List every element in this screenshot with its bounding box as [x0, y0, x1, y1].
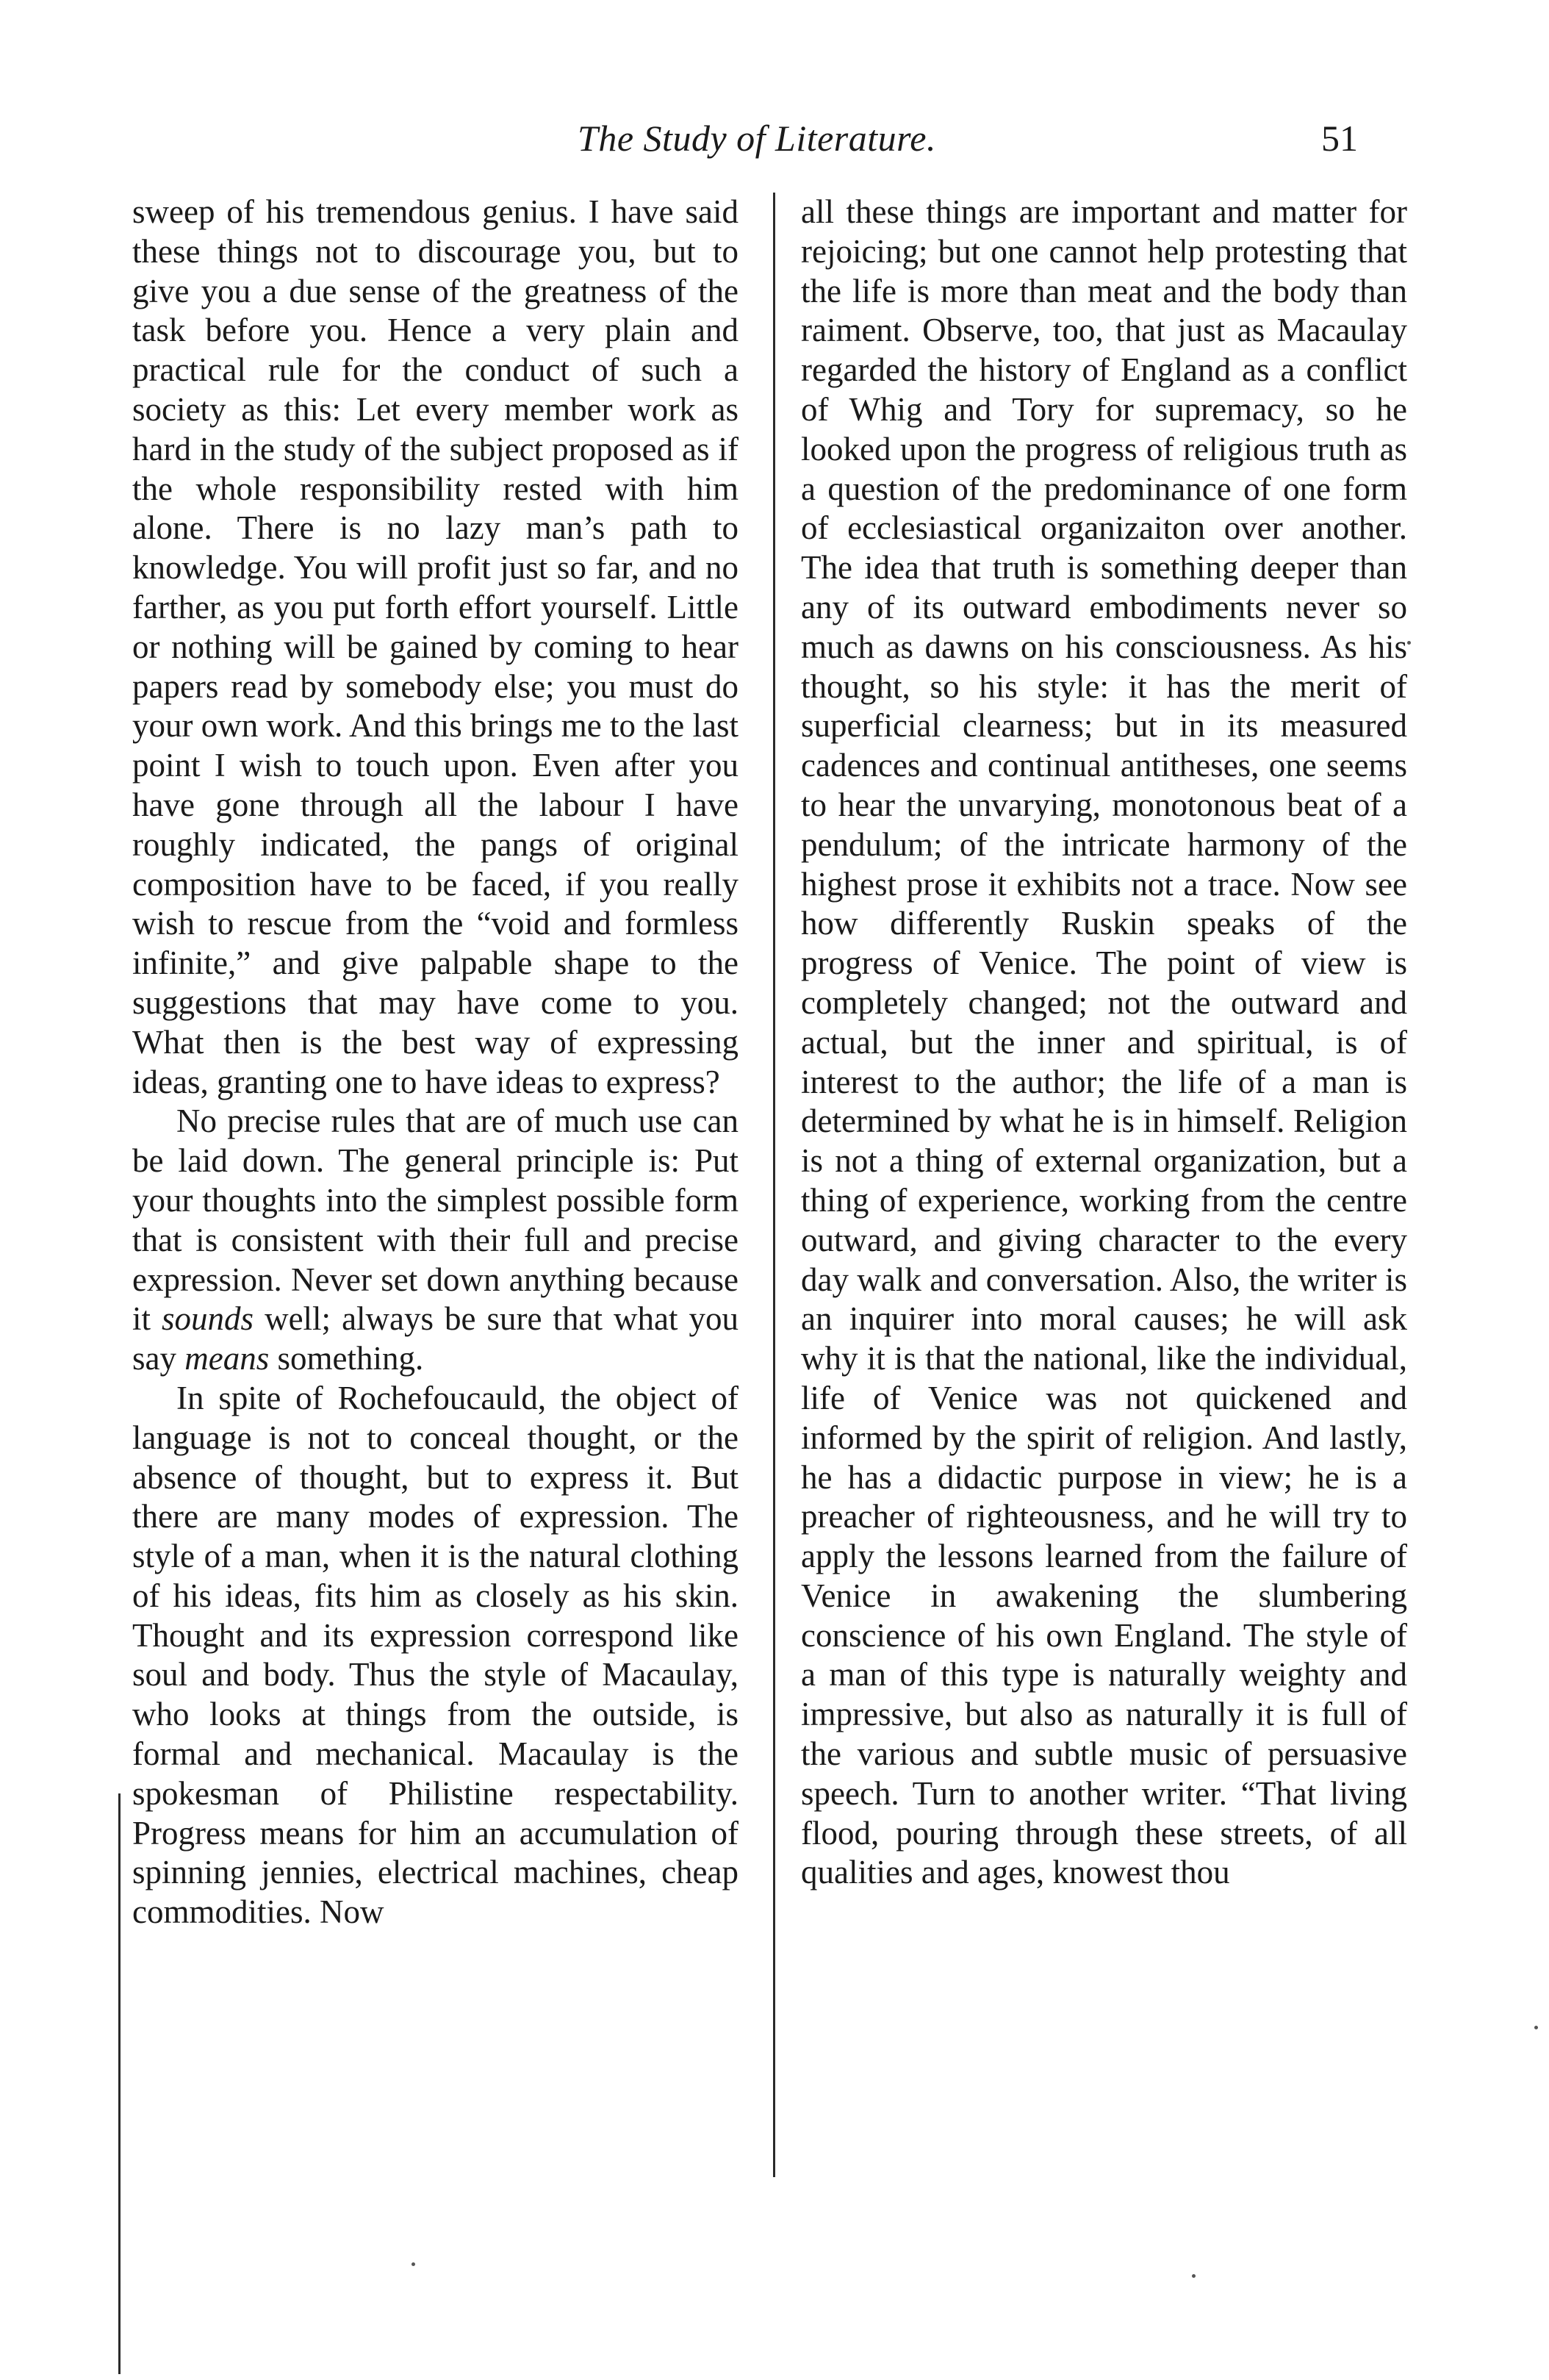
emphasis-sounds: sounds — [162, 1300, 254, 1338]
left-paragraph-2-text-b: well; always be sure that what you say — [132, 1300, 738, 1377]
left-paragraph-2-text-a: No precise rules that are of much use can be laid down. The general principle is: Put your thoughts into the simplest possible form that is consistent with their full and precise expression. Never set down anything because it — [132, 1103, 738, 1338]
left-paragraph-1: sweep of his tremendous genius. I have said these things not to discourage you, but to give you a due sense of the greatness of the task before you. Hence a very plain and practical rule for the conduct of such a society as this: Let every member work as hard in the study of the subject proposed as if the whole responsibility rested with him alone. There is no lazy man’s path to knowledge. You will profit just so far, and no farther, as you put forth effort yourself. Little or nothing will be gained by coming to hear papers read by somebody else; you must do your own work. And this brings me to the last point I wish to touch upon. Even after you have gone through all the labour I have roughly indicated, the pangs of original composition have to be faced, if you really wish to rescue from the “void and formless infinite,” and give palpable shape to the suggestions that may have come to you. What then is the best way of expressing ideas, granting one to have ideas to express? — [132, 193, 738, 1100]
left-paragraph-2-text-c: something. — [277, 1340, 424, 1377]
left-paragraph-3: In spite of Rochefoucauld, the object of language is not to conceal thought, or the absence of thought, but to express it. But there are many modes of expression. The style of a man, when it is the natural clothing of his ideas, fits him as closely as his skin. Thought and its expression correspond like soul and body. Thus the style of Macaulay, who looks at things from the outside, is formal and mechanical. Macaulay is the spokesman of Philistine respectability. Progress means for him an accumulation of spinning jennies, electrical machines, cheap commodities. Now — [132, 1379, 738, 1931]
left-margin-rule — [118, 1793, 121, 2374]
paper-speck — [1192, 2274, 1196, 2278]
right-paragraph-1: all these things are important and matter for rejoicing; but one cannot help protesting that the life is more than meat and the body than raiment. Observe, too, that just as Macaulay regarded the history of England as a conflict of Whig and Tory for supremacy, so he looked upon the progress of religious truth as a question of the predominance of one form of ecclesiastical organizaiton over another. The idea that truth is something deeper than any of its outward embodiments never so much as dawns on his consciousness. As his thought, so his style: it has the merit of superficial clearness; but in its measured cadences and continual antitheses, one seems to hear the unvarying, monotonous beat of a pendulum; of the intricate harmony of the highest prose it exhibits not a trace. Now see how differently Ruskin speaks of the progress of Venice. The point of view is completely changed; not the outward and actual, but the inner and spiritual, is of interest to the author; the life of a man is determined by what he is in himself. Religion is not a thing of external organization, but a thing of experience, working from the centre outward, and giving character to the every day walk and conversation. Also, the writer is an inquirer into moral causes; he will ask why it is that the national, like the individual, life of Venice was not quickened and informed by the spirit of religion. And lastly, he has a didactic purpose in view; he is a preacher of righteousness, and he will try to apply the lessons learned from the failure of Venice in awakening the slumbering conscience of his own England. The style of a man of this type is naturally weighty and impressive, but also as naturally it is full of the various and subtle music of persuasive speech. Turn to another writer. “That living flood, pouring through these streets, of all qualities and ages, knowest thou — [801, 193, 1407, 1891]
left-paragraph-2 — [132, 1102, 738, 1379]
page-number: 51 — [1321, 118, 1358, 159]
paper-speck — [411, 2262, 415, 2266]
paper-speck — [1534, 2026, 1538, 2029]
paper-speck — [1407, 641, 1411, 645]
running-title: The Study of Literature. — [578, 118, 936, 159]
left-column — [132, 193, 738, 1932]
running-head — [0, 109, 1549, 168]
column-divider-rule — [773, 193, 775, 2177]
emphasis-means: means — [184, 1340, 270, 1377]
right-column — [801, 193, 1407, 1893]
